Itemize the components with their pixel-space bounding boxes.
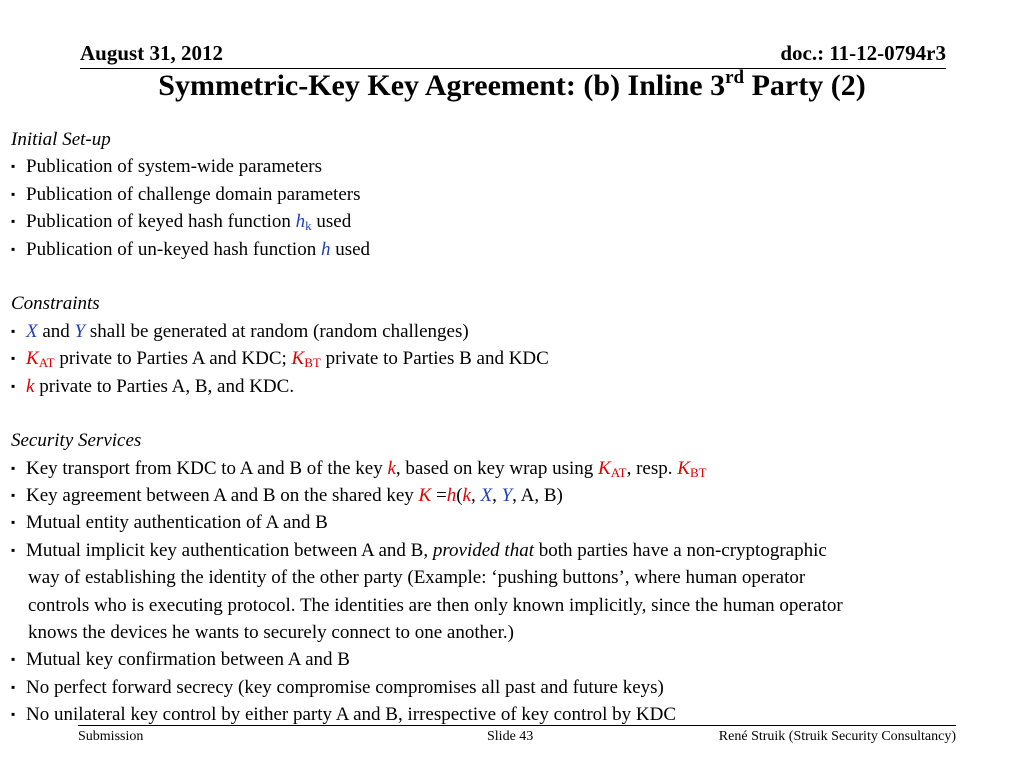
bullet-icon: ▪ (11, 186, 16, 201)
bullet-item: ▪ X and Y shall be generated at random (random challenges) (11, 318, 1016, 345)
bullet-item: ▪ Publication of challenge domain parameters (11, 181, 1016, 208)
bullet-item: ▪ Mutual entity authentication of A and B (11, 509, 1016, 536)
bullet-item: ▪ Key agreement between A and B on the shared key K =h(k, X, Y, A, B) (11, 482, 1016, 509)
bullet-continuation: way of establishing the identity of the other party (Example: ‘pushing buttons’, where human operator (28, 567, 806, 589)
bullet-icon: ▪ (11, 515, 16, 530)
footer-slide-number: Slide 43 (487, 729, 534, 744)
bullet-icon: ▪ (11, 542, 16, 557)
header-doc-number: doc.: 11-12-0794r3 (780, 41, 946, 65)
bullet-icon: ▪ (11, 460, 16, 475)
bullet-item: ▪ $K_{AT}$ private to Parties A and KDC; $K_{BT}$ private to Parties B and KDC (11, 345, 1016, 372)
footer-submission: Submission (78, 729, 144, 744)
footer-divider (78, 725, 956, 726)
bullet-continuation: knows the devices he wants to securely connect to one another.) (28, 622, 514, 644)
bullet-icon: ▪ (11, 323, 16, 338)
header-date: August 31, 2012 (80, 41, 223, 65)
section-heading-initial-setup: Initial Set-up (11, 129, 111, 150)
bullet-item: ▪ Publication of keyed hash function $h_k$ used (11, 208, 1016, 235)
slide-body (11, 126, 1016, 729)
bullet-item: ▪ No perfect forward secrecy (key compromise compromises all past and future keys) (11, 674, 1016, 701)
footer-author: René Struik (Struik Security Consultancy) (718, 729, 956, 744)
bullet-icon: ▪ (11, 159, 16, 174)
bullet-continuation: controls who is executing protocol. The identities are then only known implicitly, since the human operator (28, 594, 843, 616)
bullet-item: ▪ Mutual implicit key authentication between A and B, provided that both parties have a non-cryptographic (11, 537, 1016, 564)
bullet-icon: ▪ (11, 652, 16, 667)
bullet-icon: ▪ (11, 351, 16, 366)
bullet-icon: ▪ (11, 241, 16, 256)
bullet-icon: ▪ (11, 488, 16, 503)
section-heading-constraints: Constraints (11, 293, 100, 315)
bullet-icon: ▪ (11, 214, 16, 229)
section-heading-security-services: Security Services (11, 430, 142, 452)
bullet-item: ▪ Key transport from KDC to A and B of the key k, based on key wrap using $K_{AT}$, resp. $K_{BT}$ (11, 455, 1016, 482)
bullet-item: ▪ k private to Parties A, B, and KDC. (11, 373, 1016, 400)
bullet-item: ▪ No unilateral key control by either party A and B, irrespective of key control by KDC (11, 701, 1016, 728)
slide-title: Symmetric-Key Key Agreement: (b) Inline 3rd Party (2) (158, 67, 866, 102)
bullet-item: ▪ Mutual key confirmation between A and B (11, 646, 1016, 673)
bullet-item: ▪ Publication of un-keyed hash function h used (11, 236, 1016, 263)
bullet-icon: ▪ (11, 378, 16, 393)
bullet-icon: ▪ (11, 707, 16, 722)
bullet-icon: ▪ (11, 679, 16, 694)
bullet-item: ▪ Publication of system-wide parameters (11, 153, 1016, 180)
